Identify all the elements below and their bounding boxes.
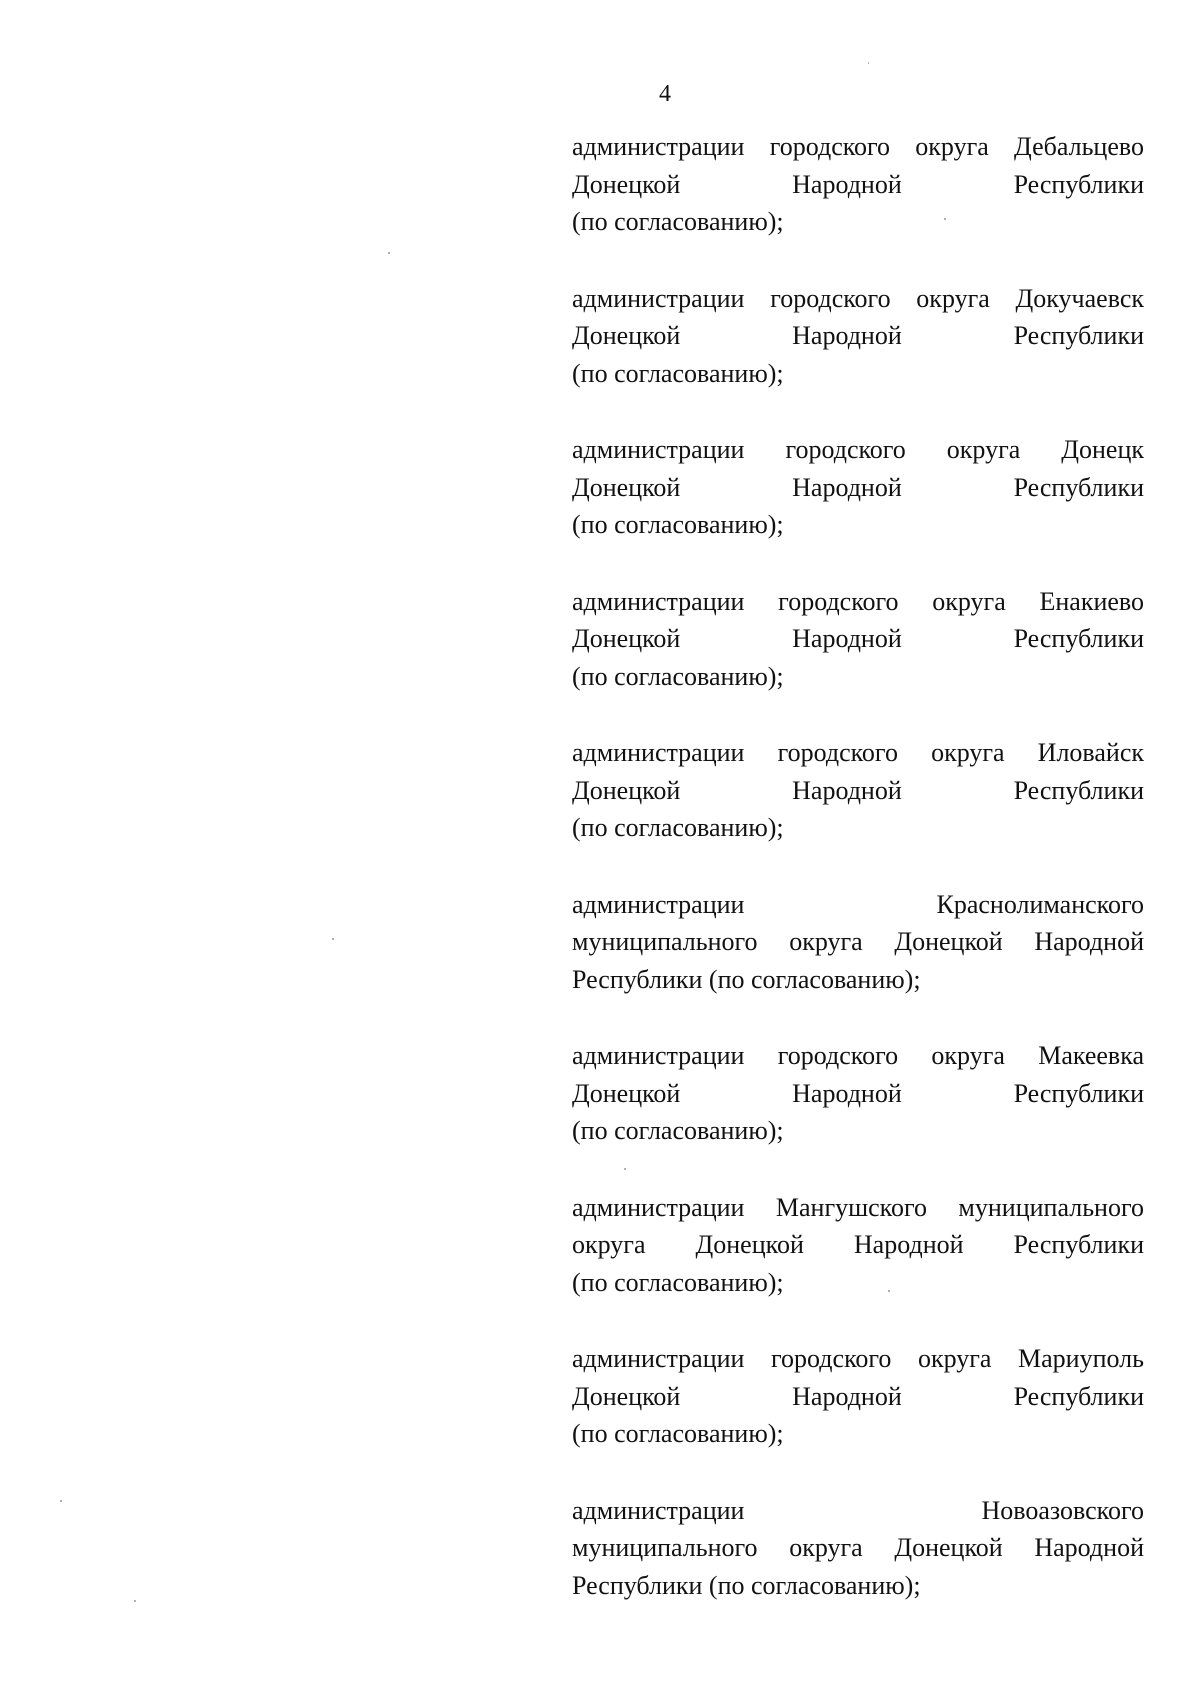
entry-line: администрации Краснолиманского	[572, 889, 1144, 919]
entry-line: администрации городского округа Мариуполь	[572, 1344, 1144, 1373]
scan-speck	[134, 1600, 136, 1602]
entry-line: администрации Новоазовского	[572, 1495, 1144, 1525]
list-item	[572, 128, 1144, 241]
scan-speck	[332, 938, 334, 940]
entry-line: Донецкой Народной Республики	[572, 1078, 1144, 1108]
entry-line: администрации городского округа Енакиево	[572, 586, 1144, 616]
entry-line: администрации городского округа Дебальцево	[572, 132, 1144, 161]
entry-line: (по согласованию);	[572, 1419, 784, 1448]
entry-line: (по согласованию);	[572, 207, 784, 236]
entry-line: (по согласованию);	[572, 1267, 784, 1297]
scan-speck	[868, 62, 869, 64]
entry-line: Донецкой Народной Республики	[572, 169, 1144, 199]
entry-line: (по согласованию);	[572, 510, 784, 539]
recipient-list	[572, 128, 1144, 1643]
list-item	[572, 1037, 1144, 1150]
list-item	[572, 1189, 1144, 1302]
entry-line: Республики (по согласованию);	[572, 964, 921, 994]
entry-line: (по согласованию);	[572, 358, 784, 388]
scan-speck	[388, 252, 390, 254]
list-item	[572, 1340, 1144, 1453]
list-item	[572, 1492, 1144, 1605]
entry-line: администрации городского округа Донецк	[572, 435, 1144, 464]
list-item	[572, 583, 1144, 696]
entry-line: администрации Мангушского муниципального	[572, 1192, 1144, 1222]
entry-line: (по согласованию);	[572, 813, 784, 842]
entry-line: администрации городского округа Докучаевск	[572, 283, 1144, 313]
entry-line: муниципального округа Донецкой Народной	[572, 1533, 1144, 1562]
entry-line: (по согласованию);	[572, 1116, 784, 1145]
entry-line: муниципального округа Донецкой Народной	[572, 927, 1144, 956]
list-item	[572, 280, 1144, 393]
entry-line: Донецкой Народной Республики	[572, 1381, 1144, 1411]
entry-line: Донецкой Народной Республики	[572, 472, 1144, 502]
entry-line: Донецкой Народной Республики	[572, 624, 1144, 653]
entry-line: Донецкой Народной Республики	[572, 321, 1144, 350]
scan-speck	[944, 218, 946, 220]
scan-speck	[60, 1500, 62, 1502]
entry-line: Республики (по согласованию);	[572, 1570, 921, 1600]
page-number: 4	[659, 81, 671, 107]
entry-line: округа Донецкой Народной Республики	[572, 1230, 1144, 1259]
list-item	[572, 734, 1144, 847]
list-item	[572, 431, 1144, 544]
entry-line: администрации городского округа Иловайск	[572, 738, 1144, 767]
scan-speck	[888, 1290, 890, 1292]
entry-line: Донецкой Народной Республики	[572, 775, 1144, 805]
entry-line: администрации городского округа Макеевка	[572, 1041, 1144, 1070]
entry-line: (по согласованию);	[572, 661, 784, 691]
list-item	[572, 886, 1144, 999]
scan-speck	[624, 1168, 626, 1170]
